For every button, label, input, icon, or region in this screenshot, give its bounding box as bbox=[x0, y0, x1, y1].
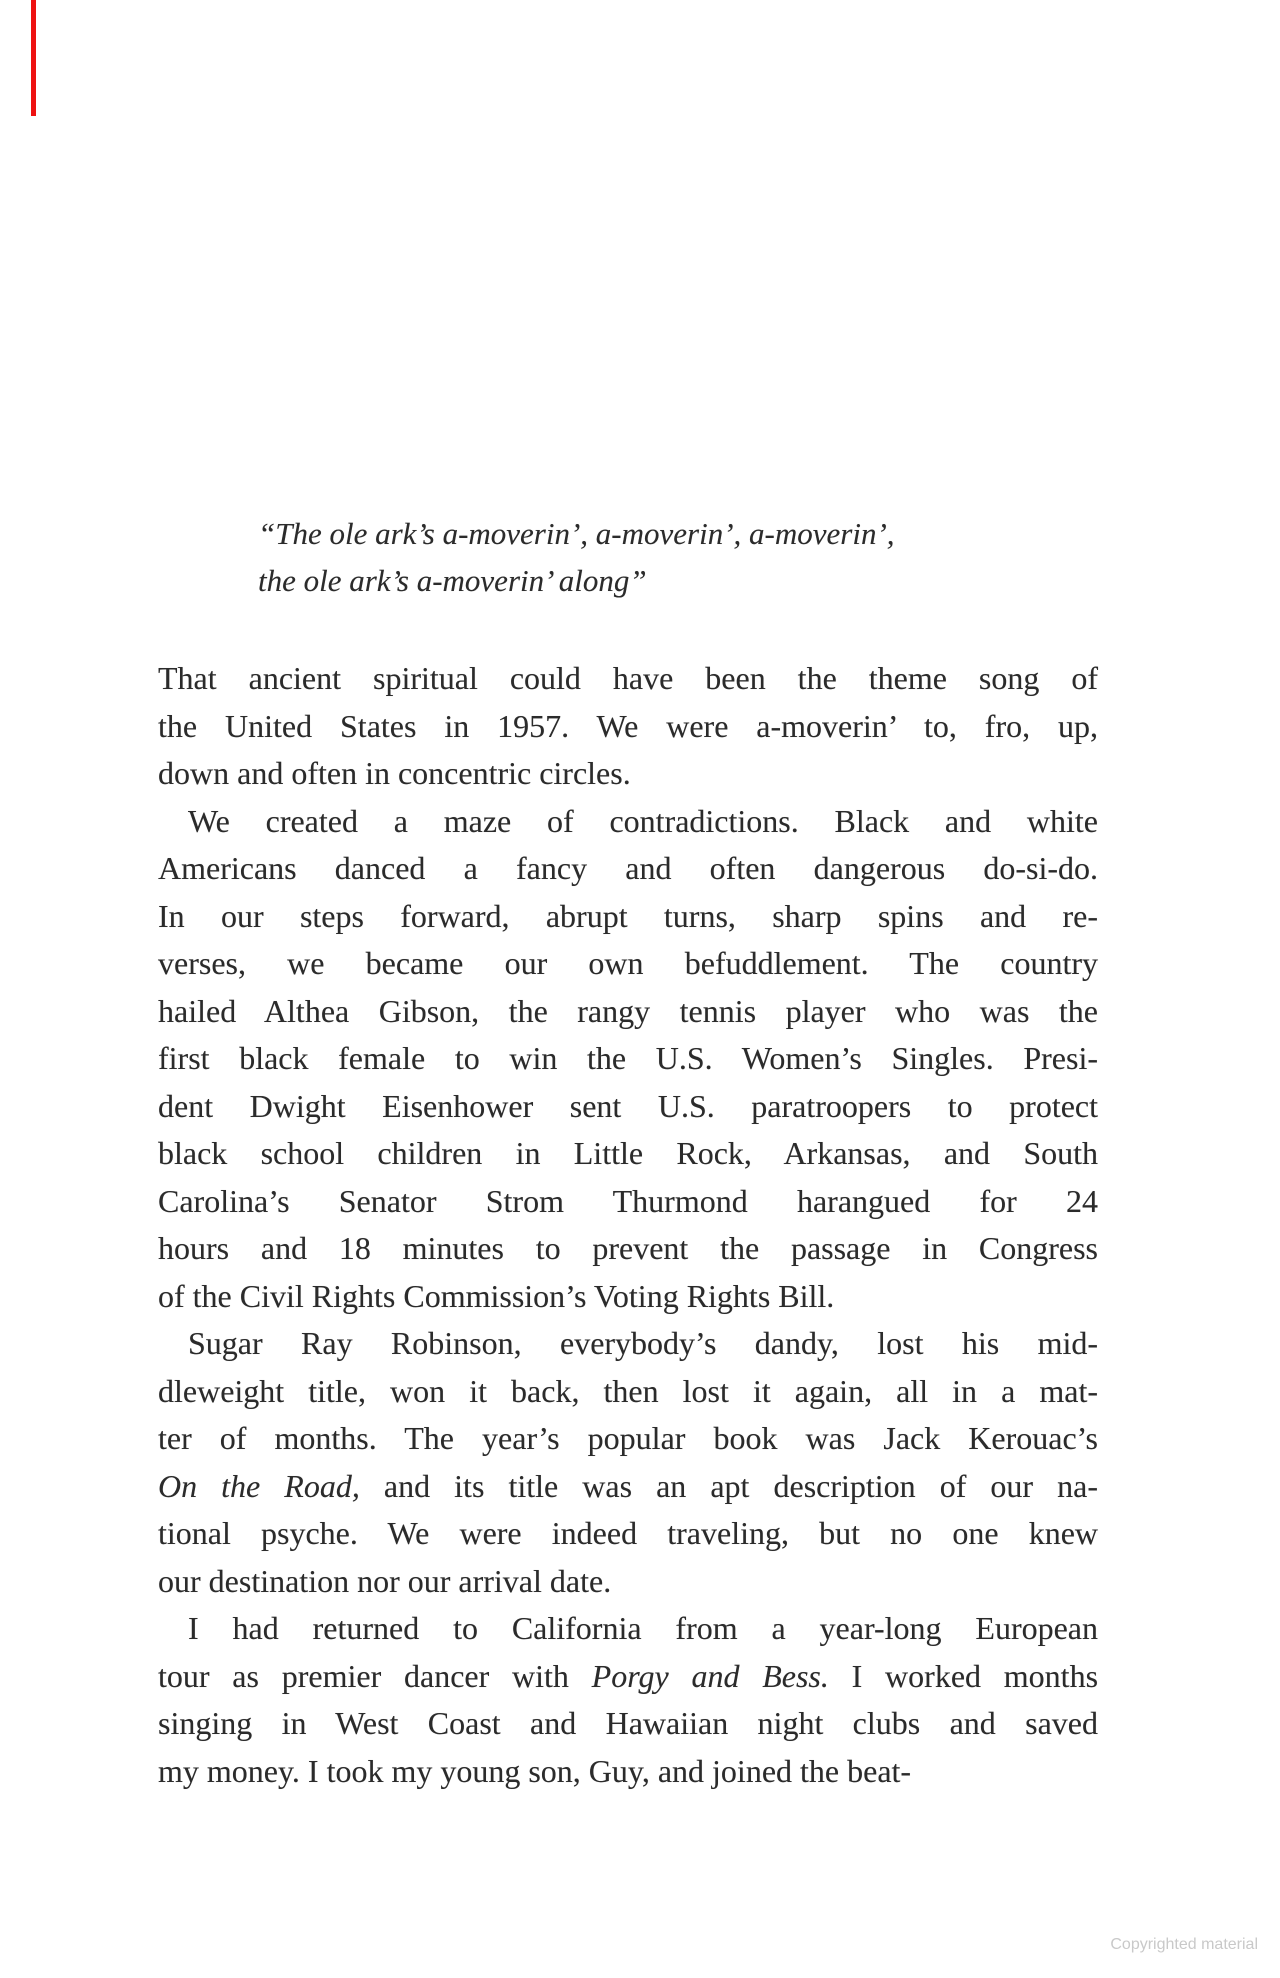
text-segment: hours and 18 minutes to prevent the passage in Congress bbox=[158, 1230, 1098, 1266]
text-line bbox=[158, 1510, 1098, 1558]
text-line bbox=[158, 940, 1098, 988]
epigraph-line: “The ole ark’s a-moverin’, a-moverin’, a-moverin’, bbox=[258, 516, 895, 551]
text-line bbox=[158, 1653, 1098, 1701]
text-line bbox=[158, 1320, 1098, 1368]
text-line bbox=[158, 1700, 1098, 1748]
text-segment: black school children in Little Rock, Arkansas, and South bbox=[158, 1135, 1098, 1171]
body-text bbox=[158, 655, 1098, 1795]
text-line bbox=[158, 1463, 1098, 1511]
text-segment: our destination nor our arrival date. bbox=[158, 1562, 612, 1599]
text-line bbox=[158, 1368, 1098, 1416]
watermark-copyright: Copyrighted material bbox=[1110, 1936, 1258, 1953]
text-line bbox=[158, 798, 1098, 846]
text-line bbox=[158, 1083, 1098, 1131]
text-line bbox=[158, 750, 1098, 798]
epigraph-line: the ole ark’s a-moverin’ along” bbox=[258, 563, 647, 598]
text-segment: ter of months. The year’s popular book was Jack Kerouac’s bbox=[158, 1420, 1098, 1456]
text-line bbox=[158, 988, 1098, 1036]
text-line bbox=[158, 703, 1098, 751]
text-line bbox=[158, 655, 1098, 703]
paragraph bbox=[158, 655, 1098, 798]
text-segment: hailed Althea Gibson, the rangy tennis player who was the bbox=[158, 992, 1098, 1029]
red-scan-artifact bbox=[31, 0, 36, 116]
italic-text-segment: Porgy and Bess. bbox=[591, 1657, 829, 1694]
text-segment: my money. I took my young son, Guy, and joined the beat- bbox=[158, 1752, 912, 1789]
paragraph bbox=[158, 1605, 1098, 1795]
text-segment: Sugar Ray Robinson, everybody’s dandy, lost his mid- bbox=[188, 1325, 1098, 1361]
text-line bbox=[158, 1225, 1098, 1273]
italic-text-segment: On the Road, bbox=[158, 1467, 360, 1504]
text-segment: first black female to win the U.S. Women’s Singles. Presi- bbox=[158, 1040, 1098, 1076]
text-segment: I worked months bbox=[828, 1657, 1099, 1694]
text-segment: singing in West Coast and Hawaiian night clubs and saved bbox=[158, 1705, 1098, 1741]
text-line bbox=[158, 1273, 1098, 1321]
text-line bbox=[158, 1748, 1098, 1796]
text-line bbox=[158, 1558, 1098, 1606]
text-line bbox=[158, 1605, 1098, 1653]
text-segment: dleweight title, won it back, then lost it again, all in a mat- bbox=[158, 1372, 1098, 1409]
text-segment: We created a maze of contradictions. Black and white bbox=[188, 802, 1098, 839]
text-segment: and its title was an apt description of our na- bbox=[359, 1467, 1099, 1504]
text-segment: Americans danced a fancy and often dangerous do-si-do. bbox=[158, 850, 1098, 886]
text-segment: I had returned to California from a year-long European bbox=[188, 1610, 1098, 1646]
text-segment: the United States in 1957. We were a-moverin’ to, fro, up, bbox=[158, 707, 1098, 744]
text-line bbox=[158, 1415, 1098, 1463]
text-segment: of the Civil Rights Commission’s Voting Rights Bill. bbox=[158, 1277, 835, 1314]
paragraph bbox=[158, 1320, 1098, 1605]
text-line bbox=[158, 1178, 1098, 1226]
paragraph bbox=[158, 798, 1098, 1321]
text-segment: In our steps forward, abrupt turns, sharp spins and re- bbox=[158, 897, 1098, 934]
text-segment: tional psyche. We were indeed traveling, but no one knew bbox=[158, 1515, 1098, 1551]
text-line bbox=[158, 893, 1098, 941]
text-segment: tour as premier dancer with bbox=[158, 1657, 592, 1694]
text-segment: That ancient spiritual could have been the theme song of bbox=[158, 660, 1098, 696]
text-segment: down and often in concentric circles. bbox=[158, 755, 631, 791]
text-line bbox=[158, 1035, 1098, 1083]
text-line bbox=[158, 1130, 1098, 1178]
text-segment: Carolina’s Senator Strom Thurmond harangued for 24 bbox=[158, 1182, 1098, 1219]
epigraph bbox=[258, 510, 1018, 604]
text-line bbox=[158, 845, 1098, 893]
text-segment: dent Dwight Eisenhower sent U.S. paratroopers to protect bbox=[158, 1087, 1098, 1124]
text-segment: verses, we became our own befuddlement. The country bbox=[158, 945, 1098, 981]
